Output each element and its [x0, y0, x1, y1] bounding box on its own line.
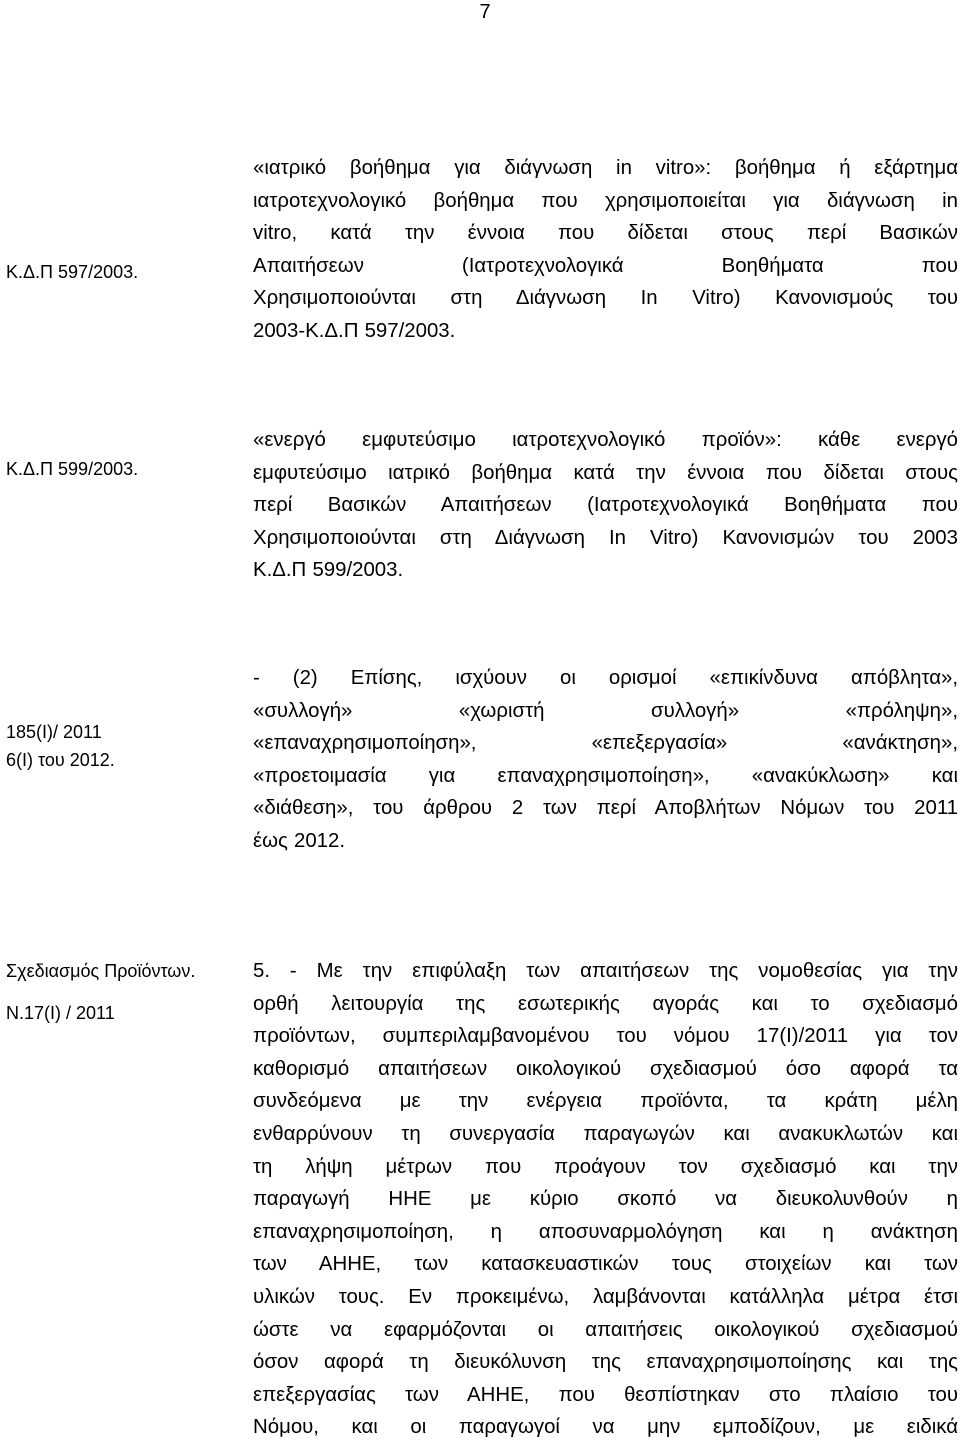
- page-number: 7: [479, 1, 491, 23]
- text-line: περί Βασικών Απαιτήσεων (Ιατροτεχνολογικά Βοηθήματα που: [253, 494, 958, 517]
- text-line: παραγωγή ΗΗΕ με κύριο σκοπό να διευκολυνθούν η: [253, 1188, 958, 1211]
- margin-heading: [6, 957, 246, 1027]
- text-line: «συλλογή» «χωριστή συλλογή» «πρόληψη»,: [253, 699, 958, 722]
- text-line: vitro, κατά την έννοια που δίδεται στους περί Βασικών: [253, 222, 958, 245]
- text-line: τη λήψη μέτρων που προάγουν τον σχεδιασμό και την: [253, 1155, 958, 1178]
- text-line: Απαιτήσεων (Ιατροτεχνολογικά Βοηθήματα που: [253, 254, 958, 277]
- definition-paragraph-implantable: [253, 424, 958, 587]
- text-line: ενθαρρύνουν τη συνεργασία παραγωγών και ανακυκλωτών και: [253, 1122, 958, 1145]
- text-line: - (2) Επίσης, ισχύουν οι ορισμοί «επικίνδυνα απόβλητα»,: [253, 667, 958, 689]
- text-line: 5. - Με την επιφύλαξη των απαιτήσεων της νομοθεσίας για την: [253, 960, 958, 982]
- text-line: ιατροτεχνολογικό βοήθημα που χρησιμοποιείται για διάγνωση in: [253, 189, 958, 212]
- text-line: ώστε να εφαρμόζονται οι απαιτήσεις οικολογικού σχεδιασμού: [253, 1318, 958, 1341]
- definitions-waste-paragraph: [253, 662, 958, 858]
- text-line: επεξεργασίας των ΑΗΗΕ, που θεσπίστηκαν στο πλαίσιο του: [253, 1383, 958, 1406]
- text-line: «ιατρικό βοήθημα για διάγνωση in vitro»: βοήθημα ή εξάρτημα: [253, 157, 958, 179]
- text-line: «διάθεση», του άρθρου 2 των περί Αποβλήτων Νόμων του 2011: [253, 797, 958, 820]
- text-line: «ενεργό εμφυτεύσιμο ιατροτεχνολογικό προϊόν»: κάθε ενεργό: [253, 429, 958, 451]
- text-line: έως 2012.: [253, 829, 346, 852]
- text-line: «προετοιμασία για επαναχρησιμοποίηση», «ανακύκλωση» και: [253, 764, 958, 787]
- definition-paragraph-ivd: [253, 152, 958, 348]
- margin-reference-line: Ν.17(Ι) / 2011: [6, 1003, 115, 1023]
- text-line: 2003-Κ.Δ.Π 597/2003.: [253, 319, 456, 342]
- margin-reference-line: Κ.Δ.Π 597/2003.: [6, 262, 139, 282]
- margin-reference-line: Κ.Δ.Π 599/2003.: [6, 459, 139, 479]
- text-line: Χρησιμοποιούνται στη Διάγνωση In Vitro) Κανονισμών του 2003: [253, 526, 958, 549]
- text-line: ορθή λειτουργία της εσωτερικής αγοράς και το σχεδιασμό: [253, 992, 958, 1015]
- text-line: επαναχρησιμοποίηση, η αποσυναρμολόγηση και η ανάκτηση: [253, 1220, 958, 1243]
- margin-reference: [6, 718, 246, 774]
- text-line: καθορισμό απαιτήσεων οικολογικού σχεδιασμού όσο αφορά τα: [253, 1057, 958, 1080]
- text-line: Νόμου, και οι παραγωγοί να μην εμποδίζουν, με ειδικά: [253, 1416, 958, 1439]
- margin-reference-line: 6(Ι) του 2012.: [6, 750, 115, 770]
- margin-heading-title: Σχεδιασμός Προϊόντων.: [6, 961, 196, 981]
- text-line: συνδεόμενα με την ενέργεια προϊόντα, τα κράτη μέλη: [253, 1090, 958, 1113]
- text-line: όσον αφορά τη διευκόλυνση της επαναχρησιμοποίησης και της: [253, 1351, 958, 1374]
- margin-reference-line: 185(Ι)/ 2011: [6, 722, 102, 742]
- margin-reference: [6, 455, 246, 483]
- text-line: Χρησιμοποιούνται στη Διάγνωση In Vitro) Κανονισμούς του: [253, 287, 958, 310]
- product-design-paragraph: [253, 955, 958, 1444]
- text-line: Κ.Δ.Π 599/2003.: [253, 559, 404, 582]
- margin-reference: [6, 258, 246, 286]
- text-line: εμφυτεύσιμο ιατρικό βοήθημα κατά την έννοια που δίδεται στους: [253, 461, 958, 484]
- text-line: «επαναχρησιμοποίηση», «επεξεργασία» «ανάκτηση»,: [253, 732, 958, 755]
- text-line: υλικών τους. Εν προκειμένω, λαμβάνονται κατάλληλα μέτρα έτσι: [253, 1285, 958, 1308]
- text-line: προϊόντων, συμπεριλαμβανομένου του νόμου 17(Ι)/2011 για τον: [253, 1025, 958, 1048]
- text-line: των ΑΗΗΕ, των κατασκευαστικών τους στοιχείων και των: [253, 1253, 958, 1276]
